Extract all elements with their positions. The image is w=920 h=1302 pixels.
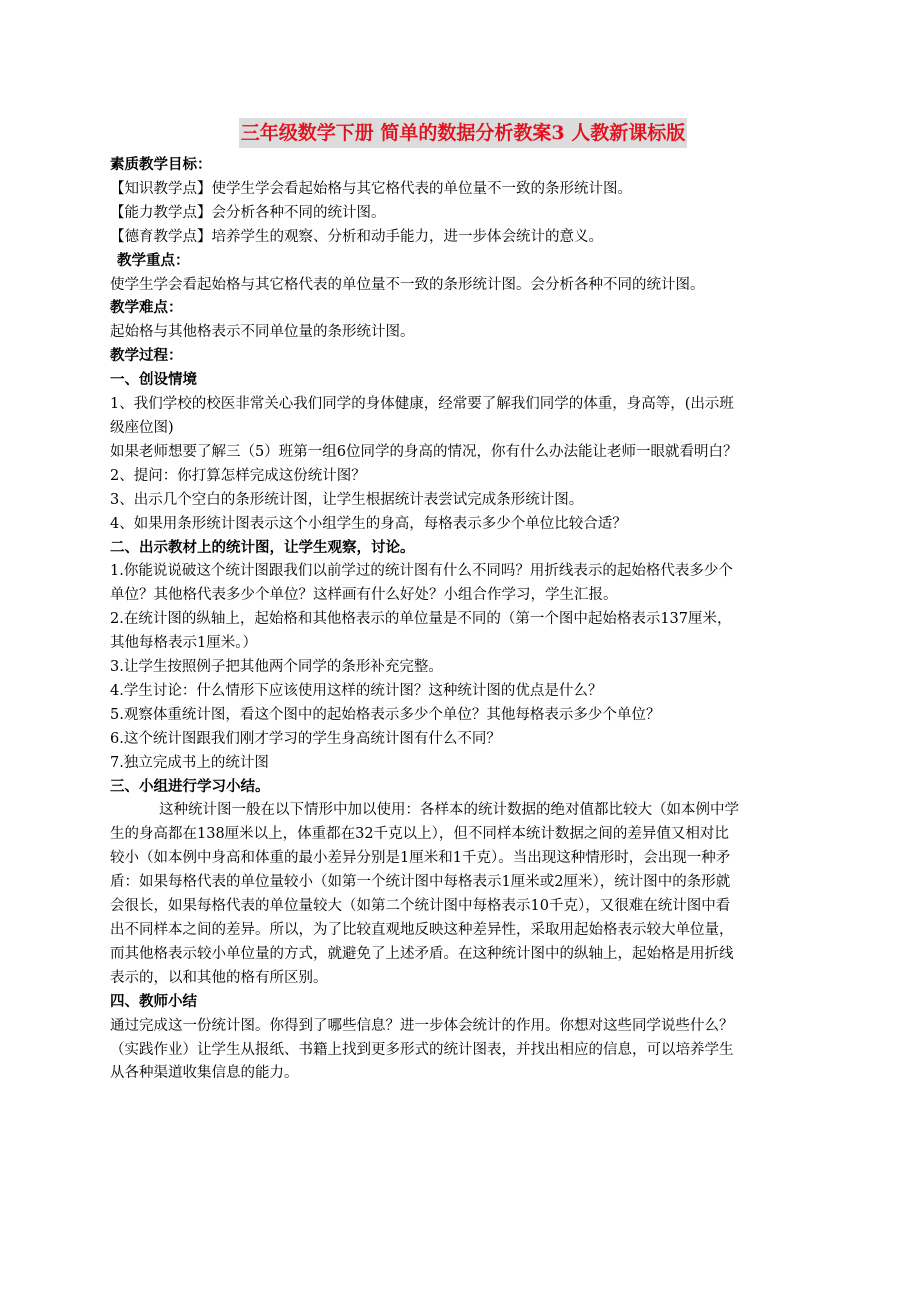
section1-item4: 4、如果用条形统计图表示这个小组学生的身高，每格表示多少个单位比较合适？ (110, 515, 627, 532)
section4-line2: （实践作业）让学生从报纸、书籍上找到更多形式的统计图表，并找出相应的信息，可以培养学生 (110, 1041, 734, 1058)
section2-item6: 6.这个统计图跟我们刚才学习的学生身高统计图有什么不同？ (110, 730, 501, 747)
section1-item1-line3: 如果老师想要了解三（5）班第一组6位同学的身高的情况，你有什么办法能让老师一眼就看明白？ (110, 443, 738, 460)
section2-item5: 5.观察体重统计图，看这个图中的起始格表示多少个单位？其他每格表示多少个单位？ (110, 706, 661, 723)
title-wrap (110, 118, 816, 150)
section2-item3: 3.让学生按照例子把其他两个同学的条形补充完整。 (110, 659, 443, 676)
section3-line7: 而其他格表示较小单位量的方式，就避免了上述矛盾。在这种统计图中的纵轴上，起始格是用折线 (110, 945, 734, 962)
section4-heading: 四、教师小结 (110, 993, 197, 1010)
document-title: 三年级数学下册 简单的数据分析教案3 人教新课标版 (239, 118, 687, 148)
section4-line1: 通过完成这一份统计图。你得到了哪些信息？进一步体会统计的作用。你想对这些同学说些什么？ (110, 1017, 734, 1034)
section2-item4: 4.学生讨论：什么情形下应该使用这样的统计图？这种统计图的优点是什么？ (110, 682, 603, 699)
section3-line4: 盾：如果每格代表的单位量较小（如第一个统计图中每格表示1厘米或2厘米），统计图中的条形就 (110, 874, 731, 891)
section3-line5: 会很长，如果每格代表的单位量较大（如第二个统计图中每格表示10千克），又很难在统计图中看 (110, 898, 731, 915)
section3-line2: 生的身高都在138厘米以上，体重都在32千克以上），但不同样本统计数据之间的差异值又相对比 (110, 826, 729, 843)
section3-heading: 三、小组进行学习小结。 (110, 778, 270, 795)
key-points-heading: 教学重点： (117, 252, 190, 269)
section2-item2-line1: 2.在统计图的纵轴上，起始格和其他格表示的单位量是不同的（第一个图中起始格表示137厘米， (110, 611, 732, 628)
document-page (110, 118, 816, 1086)
section2-heading: 二、出示教材上的统计图，让学生观察，讨论。 (110, 539, 415, 556)
goals-heading: 素质教学目标： (110, 157, 212, 173)
section2-item1-line1: 1.你能说说破这个统计图跟我们以前学过的统计图有什么不同吗？用折线表示的起始格代表多少个 (110, 563, 733, 580)
key-points-text: 使学生学会看起始格与其它格代表的单位量不一致的条形统计图。会分析各种不同的统计图。 (110, 276, 705, 293)
section1-item3: 3、出示几个空白的条形统计图，让学生根据统计表尝试完成条形统计图。 (110, 491, 584, 508)
section3-line8: 表示的，以和其他的格有所区别。 (110, 969, 328, 986)
goal-moral: 【德育教学点】培养学生的观察、分析和动手能力，进一步体会统计的意义。 (110, 228, 603, 245)
goal-ability: 【能力教学点】会分析各种不同的统计图。 (110, 204, 386, 221)
section1-heading: 一、创设情境 (110, 372, 197, 389)
section3-line1: 这种统计图一般在以下情形中加以使用：各样本的统计数据的绝对值都比较大（如本例中学 (159, 802, 739, 819)
section3-line3: 较小（如本例中身高和体重的最小差异分别是1厘米和1千克）。当出现这种情形时，会出现一种矛 (110, 850, 731, 867)
section3-line6: 出不同样本之间的差异。所以，为了比较直观地反映这种差异性，采取用起始格表示较大单位量， (110, 922, 734, 938)
difficulty-heading: 教学难点： (110, 300, 183, 317)
process-heading: 教学过程： (110, 348, 183, 365)
section4-line3: 从各种渠道收集信息的能力。 (110, 1065, 299, 1082)
section1-item1-line1: 1、我们学校的校医非常关心我们同学的身体健康，经常要了解我们同学的体重，身高等，(出示班 (110, 396, 734, 413)
section2-item1-line2: 单位？其他格代表多少个单位？这样画有什么好处？小组合作学习，学生汇报。 (110, 587, 618, 604)
section2-item7: 7.独立完成书上的统计图 (110, 754, 269, 771)
section2-item2-line2: 其他每格表示1厘米。） (110, 635, 257, 652)
goal-knowledge: 【知识教学点】使学生学会看起始格与其它格代表的单位量不一致的条形统计图。 (110, 180, 632, 197)
section1-item1-line2: 级座位图) (110, 419, 174, 436)
section1-item2: 2、提问：你打算怎样完成这份统计图？ (110, 467, 366, 484)
difficulty-text: 起始格与其他格表示不同单位量的条形统计图。 (110, 324, 415, 341)
